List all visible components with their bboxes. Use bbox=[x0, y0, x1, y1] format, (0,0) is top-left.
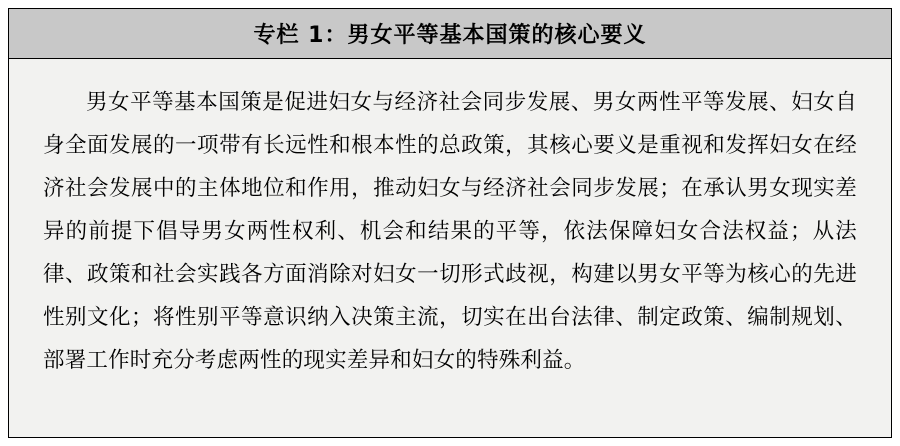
callout-paragraph: 男女平等基本国策是促进妇女与经济社会同步发展、男女两性平等发展、妇女自身全面发展的一项带有长远性和根本性的总政策，其核心要义是重视和发挥妇女在经济社会发展中的主体地位和作用，推动妇女与经济社会同步发展；在承认男女现实差异的前提下倡导男女两性权利、机会和结果的平等，依法保障妇女合法权益；从法律、政策和社会实践各方面消除对妇女一切形式歧视，构建以男女平等为核心的先进性别文化；将性别平等意识纳入决策主流，切实在出台法律、制定政策、编制规划、部署工作时充分考虑两性的现实差异和妇女的特殊利益。 bbox=[43, 90, 857, 373]
callout-body bbox=[9, 59, 891, 437]
callout-inner-frame bbox=[8, 8, 892, 438]
callout-title: 专栏 1：男女平等基本国策的核心要义 bbox=[253, 23, 647, 48]
callout-header bbox=[9, 9, 891, 59]
